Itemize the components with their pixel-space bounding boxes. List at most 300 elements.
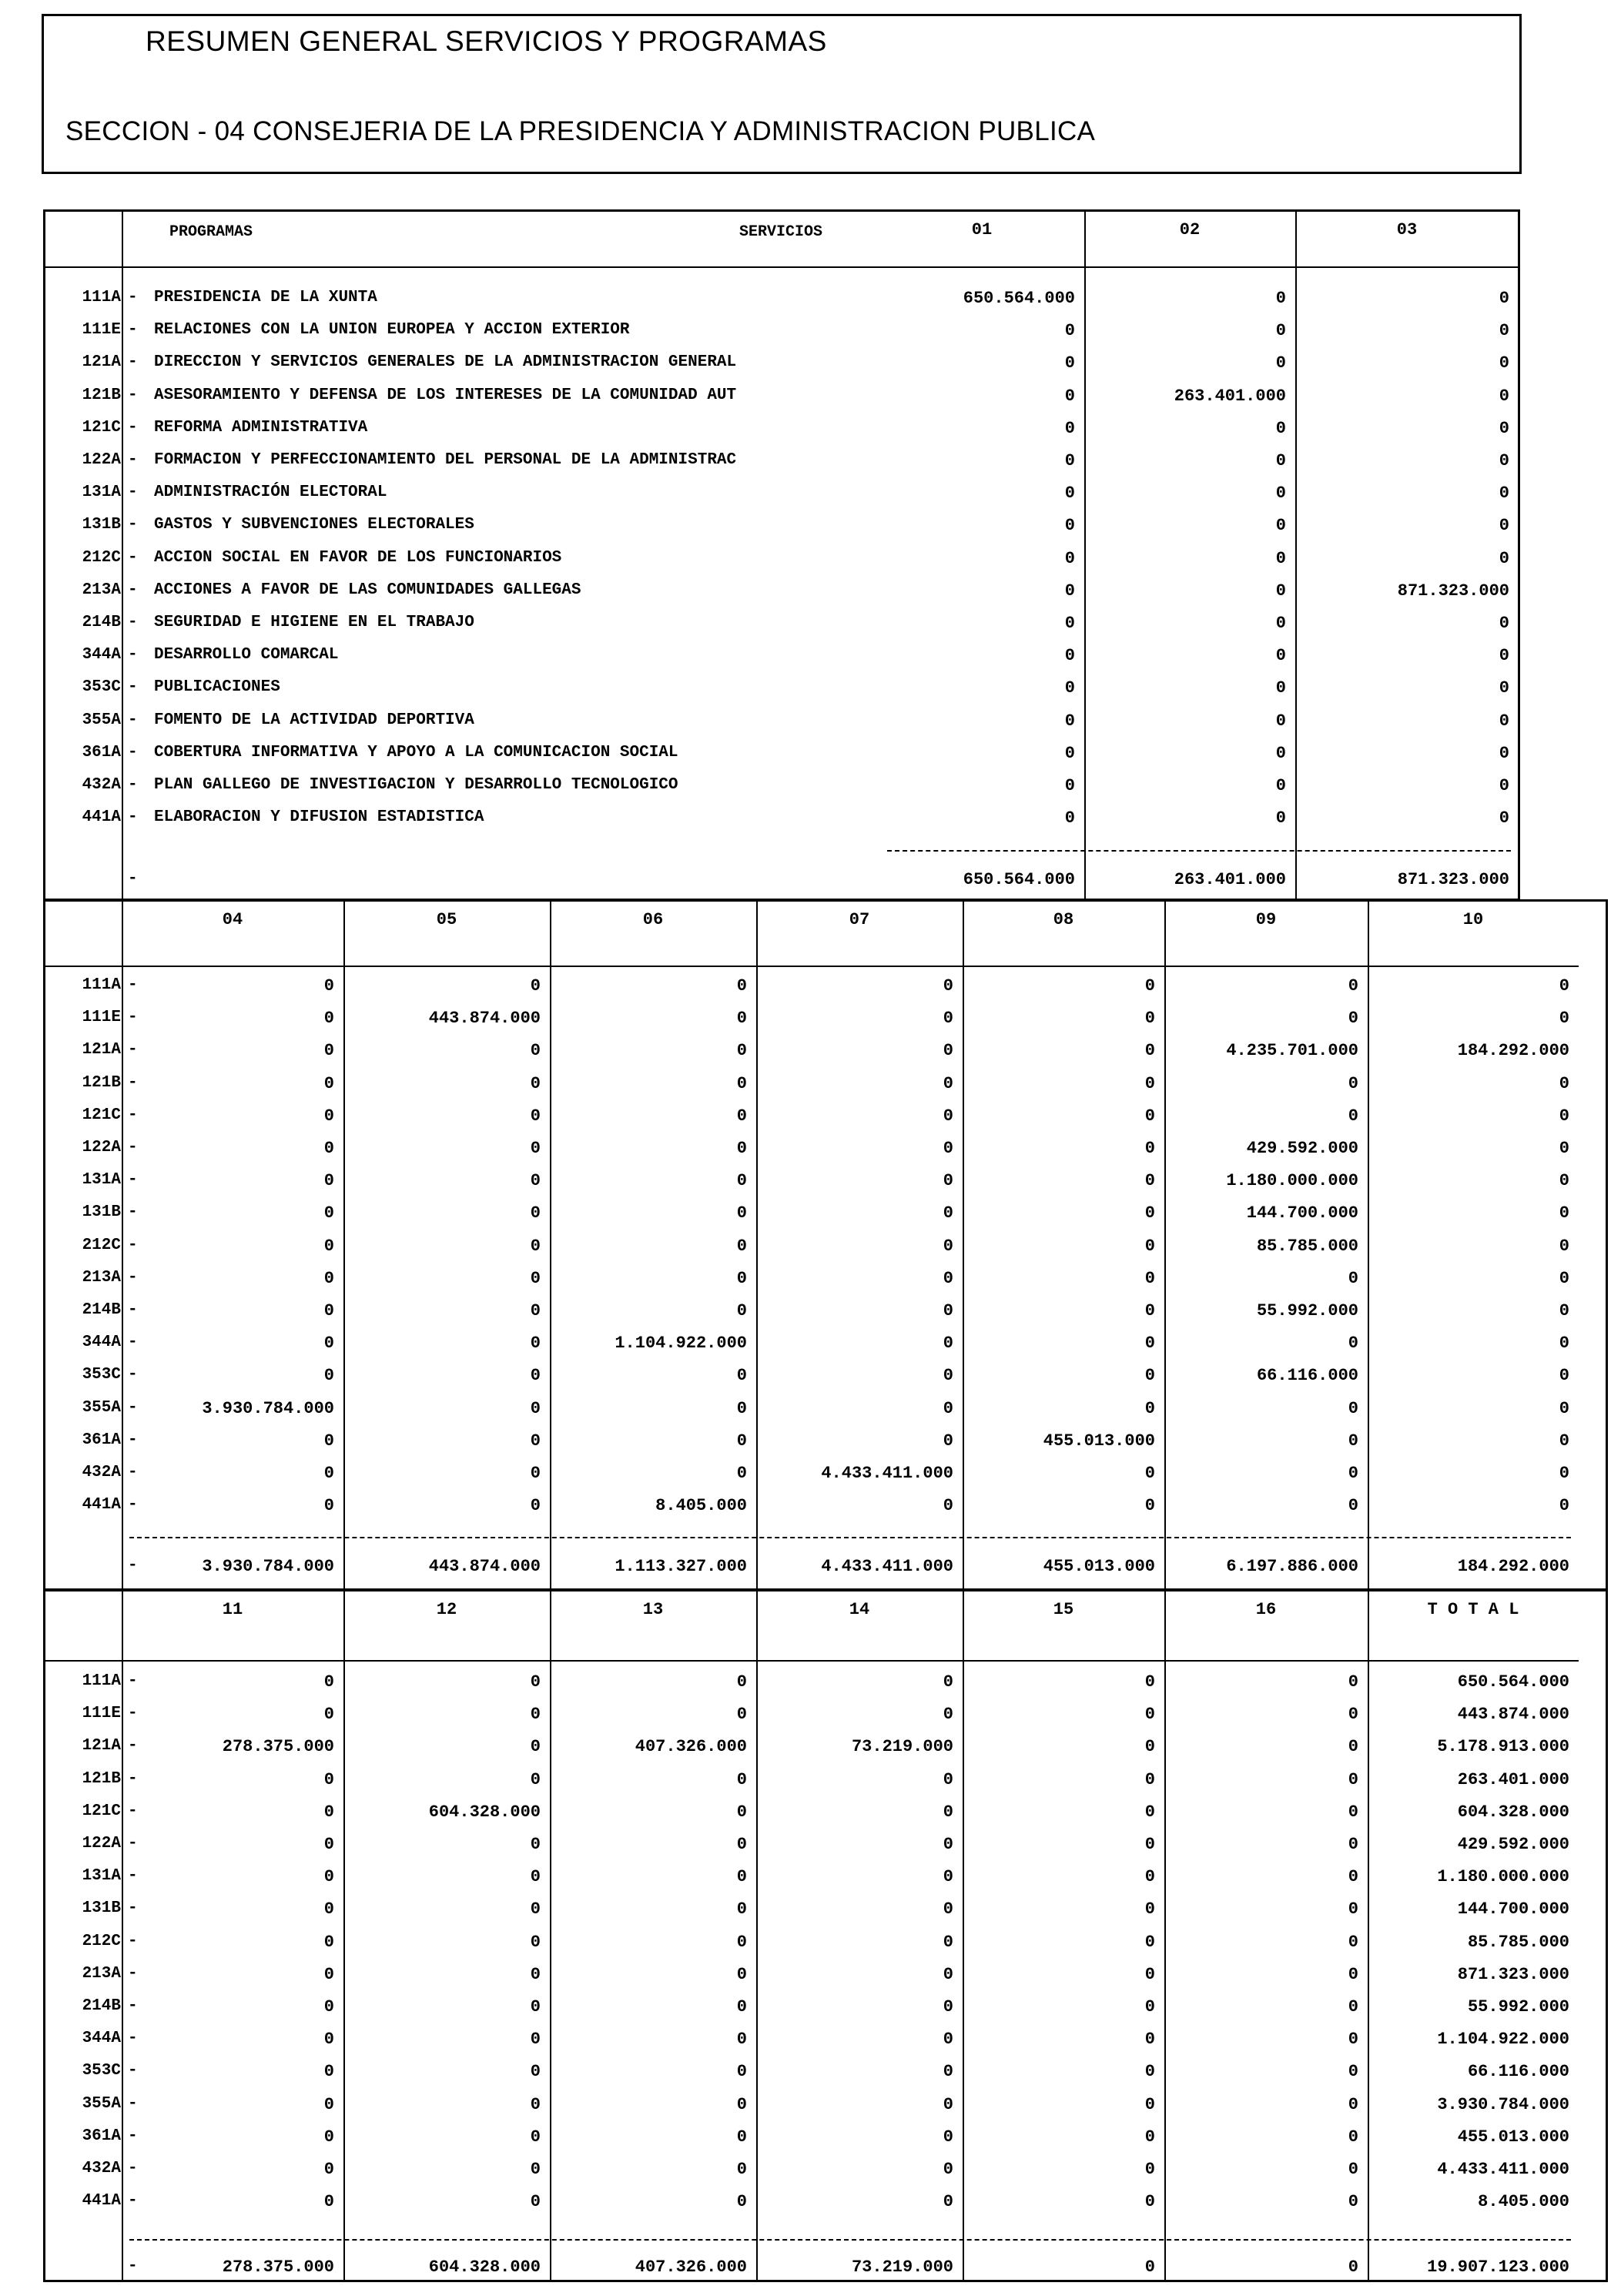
column-divider xyxy=(1084,209,1086,901)
cell-value: 0 xyxy=(1499,353,1509,373)
cell-value: 1.180.000.000 xyxy=(1437,1867,1569,1887)
cell-value: 0 xyxy=(323,1334,334,1354)
cell-value: 0 xyxy=(530,2094,541,2114)
row-dash: - xyxy=(128,321,138,340)
cell-value: 0 xyxy=(1499,386,1509,406)
seccion-title: SECCION - 04 CONSEJERIA DE LA PRESIDENCIA Y ADMINISTRACION PUBLICA xyxy=(65,116,1096,146)
cell-value: 0 xyxy=(736,976,747,996)
cell-value: 0 xyxy=(1064,614,1075,633)
column-total: 19.907.123.000 xyxy=(1427,2258,1569,2277)
cell-value: 0 xyxy=(530,1334,541,1354)
cell-value: 5.178.913.000 xyxy=(1437,1737,1569,1757)
cell-value: 0 xyxy=(736,1997,747,2017)
column-total: 650.564.000 xyxy=(963,870,1075,889)
cell-value: 0 xyxy=(530,2192,541,2212)
code-column-divider xyxy=(122,899,123,1591)
row-dash: - xyxy=(128,2192,138,2211)
cell-value: 0 xyxy=(1348,1106,1358,1126)
program-code: 121B xyxy=(82,1073,121,1092)
program-description: FORMACION Y PERFECCIONAMIENTO DEL PERSONAL DE LA ADMINISTRAC xyxy=(154,451,737,469)
row-dash: - xyxy=(128,581,138,599)
cell-value: 0 xyxy=(1348,2030,1358,2050)
cell-value: 0 xyxy=(323,1236,334,1256)
cell-value: 0 xyxy=(1275,776,1286,795)
column-header: 13 xyxy=(642,1600,664,1619)
cell-value: 0 xyxy=(1348,1334,1358,1354)
program-description: PUBLICACIONES xyxy=(154,678,280,697)
cell-value: 0 xyxy=(1348,1672,1358,1692)
column-total: 263.401.000 xyxy=(1174,870,1286,889)
program-description: SEGURIDAD E HIGIENE EN EL TRABAJO xyxy=(154,614,474,631)
column-divider xyxy=(963,899,964,1591)
cell-value: 0 xyxy=(943,2160,953,2179)
cell-value: 429.592.000 xyxy=(1246,1139,1358,1158)
code-column-divider xyxy=(122,1589,123,2282)
cell-value: 0 xyxy=(943,1899,953,1919)
cell-value: 0 xyxy=(1064,711,1075,731)
cell-value: 0 xyxy=(1499,614,1509,633)
cell-value: 0 xyxy=(1144,1203,1155,1223)
column-header: 15 xyxy=(1053,1600,1074,1619)
cell-value: 144.700.000 xyxy=(1246,1203,1358,1223)
row-dash: - xyxy=(128,1899,138,1918)
program-code: 212C xyxy=(82,548,121,567)
cell-value: 0 xyxy=(1064,743,1075,763)
cell-value: 0 xyxy=(323,1932,334,1952)
program-code: 131B xyxy=(82,516,121,534)
cell-value: 66.116.000 xyxy=(1256,1366,1358,1386)
program-code: 344A xyxy=(82,1334,121,1352)
cell-value: 85.785.000 xyxy=(1467,1932,1569,1952)
cell-value: 0 xyxy=(943,1496,953,1516)
cell-value: 871.323.000 xyxy=(1457,1964,1569,1984)
cell-value: 0 xyxy=(1144,1334,1155,1354)
document-header xyxy=(42,14,1522,174)
program-code: 213A xyxy=(82,1964,121,1983)
cell-value: 0 xyxy=(1064,776,1075,795)
cell-value: 0 xyxy=(1275,548,1286,568)
cell-value: 0 xyxy=(1144,2192,1155,2212)
program-code: 111A xyxy=(82,976,121,994)
cell-value: 0 xyxy=(1499,678,1509,698)
cell-value: 0 xyxy=(736,1899,747,1919)
column-divider xyxy=(963,1589,964,2282)
program-code: 111E xyxy=(82,321,121,340)
row-dash: - xyxy=(128,808,138,827)
row-dash: - xyxy=(128,451,138,469)
column-header: 01 xyxy=(971,220,993,239)
cell-value: 0 xyxy=(1144,1268,1155,1288)
cell-value: 0 xyxy=(1499,418,1509,438)
cell-value: 0 xyxy=(323,1997,334,2017)
cell-value: 0 xyxy=(1348,1268,1358,1288)
cell-value: 0 xyxy=(323,2160,334,2179)
program-code: 344A xyxy=(82,2030,121,2048)
row-dash: - xyxy=(128,1932,138,1950)
cell-value: 0 xyxy=(1499,743,1509,763)
cell-value: 0 xyxy=(736,1366,747,1386)
cell-value: 0 xyxy=(943,1705,953,1725)
program-code: 121B xyxy=(82,386,121,404)
cell-value: 0 xyxy=(1559,1366,1569,1386)
cell-value: 0 xyxy=(323,1171,334,1191)
cell-value: 0 xyxy=(530,1964,541,1984)
column-total: 443.874.000 xyxy=(428,1557,541,1576)
cell-value: 0 xyxy=(323,2127,334,2147)
cell-value: 0 xyxy=(736,2160,747,2179)
cell-value: 4.433.411.000 xyxy=(821,1464,953,1483)
cell-value: 0 xyxy=(1144,1366,1155,1386)
cell-value: 0 xyxy=(943,1802,953,1822)
cell-value: 650.564.000 xyxy=(1457,1672,1569,1692)
row-dash: - xyxy=(128,1964,138,1983)
row-dash: - xyxy=(128,1672,138,1690)
cell-value: 0 xyxy=(1144,1139,1155,1158)
cell-value: 0 xyxy=(1144,1301,1155,1320)
cell-value: 0 xyxy=(1064,808,1075,828)
row-dash: - xyxy=(128,614,138,631)
row-dash: - xyxy=(128,289,138,306)
cell-value: 0 xyxy=(1348,1496,1358,1516)
cell-value: 0 xyxy=(736,2062,747,2082)
program-code: 121C xyxy=(82,418,121,437)
cell-value: 0 xyxy=(1144,1171,1155,1191)
cell-value: 0 xyxy=(323,2192,334,2212)
cell-value: 0 xyxy=(530,1899,541,1919)
cell-value: 0 xyxy=(323,1203,334,1223)
cell-value: 0 xyxy=(530,1737,541,1757)
cell-value: 0 xyxy=(1275,451,1286,470)
column-divider xyxy=(1164,899,1166,1591)
column-divider xyxy=(343,1589,345,2282)
program-description: ADMINISTRACIÓN ELECTORAL xyxy=(154,484,387,502)
row-dash: - xyxy=(128,484,138,502)
cell-value: 0 xyxy=(323,1431,334,1451)
row-dash: - xyxy=(128,418,138,437)
cell-value: 0 xyxy=(1275,646,1286,666)
cell-value: 0 xyxy=(1348,1867,1358,1887)
cell-value: 0 xyxy=(943,2127,953,2147)
cell-value: 0 xyxy=(323,1106,334,1126)
program-code: 122A xyxy=(82,451,121,469)
cell-value: 0 xyxy=(323,1073,334,1093)
cell-value: 0 xyxy=(1348,2160,1358,2179)
cell-value: 0 xyxy=(736,1835,747,1854)
cell-value: 0 xyxy=(1275,614,1286,633)
row-dash: - xyxy=(128,1496,138,1514)
cell-value: 0 xyxy=(943,2192,953,2212)
cell-value: 0 xyxy=(1348,1464,1358,1483)
program-description: PLAN GALLEGO DE INVESTIGACION Y DESARROLLO TECNOLOGICO xyxy=(154,776,678,794)
cell-value: 0 xyxy=(323,2094,334,2114)
cell-value: 0 xyxy=(943,1835,953,1854)
cell-value: 0 xyxy=(1064,353,1075,373)
cell-value: 871.323.000 xyxy=(1397,581,1509,601)
cell-value: 0 xyxy=(323,1899,334,1919)
program-code: 355A xyxy=(82,1398,121,1417)
cell-value: 0 xyxy=(736,1041,747,1061)
column-total: 278.375.000 xyxy=(222,2258,334,2277)
cell-value: 0 xyxy=(1559,1398,1569,1418)
column-divider xyxy=(1368,899,1369,1591)
program-code: 213A xyxy=(82,1268,121,1287)
program-code: 131A xyxy=(82,1171,121,1190)
program-description: RELACIONES CON LA UNION EUROPEA Y ACCION EXTERIOR xyxy=(154,321,630,340)
cell-value: 455.013.000 xyxy=(1457,2127,1569,2147)
cell-value: 0 xyxy=(1144,1769,1155,1789)
cell-value: 0 xyxy=(1559,1009,1569,1029)
cell-value: 0 xyxy=(530,1268,541,1288)
cell-value: 0 xyxy=(1348,2127,1358,2147)
cell-value: 0 xyxy=(1144,1964,1155,1984)
cell-value: 0 xyxy=(1275,418,1286,438)
program-description: COBERTURA INFORMATIVA Y APOYO A LA COMUNICACION SOCIAL xyxy=(154,743,678,761)
program-code: 432A xyxy=(82,1464,121,1481)
cell-value: 0 xyxy=(1275,711,1286,731)
services-table-block-2 xyxy=(43,899,1608,1591)
cell-value: 0 xyxy=(943,1997,953,2017)
cell-value: 0 xyxy=(943,2094,953,2114)
program-code: 121C xyxy=(82,1106,121,1124)
row-dash: - xyxy=(128,1705,138,1723)
program-code: 353C xyxy=(82,2062,121,2080)
cell-value: 0 xyxy=(530,1171,541,1191)
cell-value: 0 xyxy=(323,1041,334,1061)
program-code: 361A xyxy=(82,1431,121,1449)
column-total: 871.323.000 xyxy=(1397,870,1509,889)
cell-value: 0 xyxy=(736,1268,747,1288)
cell-value: 0 xyxy=(736,1705,747,1725)
cell-value: 0 xyxy=(1348,1009,1358,1029)
cell-value: 604.328.000 xyxy=(1457,1802,1569,1822)
cell-value: 407.326.000 xyxy=(635,1737,747,1757)
cell-value: 0 xyxy=(530,1366,541,1386)
cell-value: 0 xyxy=(1144,1899,1155,1919)
cell-value: 0 xyxy=(1348,1431,1358,1451)
cell-value: 0 xyxy=(1144,1867,1155,1887)
cell-value: 0 xyxy=(530,1203,541,1223)
program-code: 361A xyxy=(82,2127,121,2145)
cell-value: 0 xyxy=(736,1431,747,1451)
cell-value: 0 xyxy=(736,1009,747,1029)
cell-value: 0 xyxy=(736,1398,747,1418)
cell-value: 0 xyxy=(323,2030,334,2050)
cell-value: 0 xyxy=(323,1496,334,1516)
cell-value: 0 xyxy=(530,1106,541,1126)
column-total: 407.326.000 xyxy=(635,2258,747,2277)
cell-value: 0 xyxy=(1275,321,1286,341)
row-dash: - xyxy=(128,776,138,794)
row-dash: - xyxy=(128,2160,138,2177)
cell-value: 0 xyxy=(943,1672,953,1692)
cell-value: 0 xyxy=(943,1769,953,1789)
cell-value: 0 xyxy=(1348,1932,1358,1952)
column-header: 05 xyxy=(436,910,457,929)
cell-value: 0 xyxy=(530,2030,541,2050)
column-header: 09 xyxy=(1255,910,1277,929)
program-description: GASTOS Y SUBVENCIONES ELECTORALES xyxy=(154,516,474,534)
row-dash: - xyxy=(128,353,138,372)
cell-value: 0 xyxy=(323,1366,334,1386)
cell-value: 443.874.000 xyxy=(1457,1705,1569,1725)
cell-value: 0 xyxy=(1348,2192,1358,2212)
cell-value: 0 xyxy=(736,2094,747,2114)
cell-value: 0 xyxy=(1499,289,1509,308)
cell-value: 0 xyxy=(323,1964,334,1984)
row-dash: - xyxy=(128,516,138,534)
column-divider xyxy=(550,1589,551,2282)
cell-value: 0 xyxy=(1064,548,1075,568)
cell-value: 0 xyxy=(1144,1672,1155,1692)
column-total: 0 xyxy=(1144,2258,1155,2277)
program-code: 131A xyxy=(82,484,121,502)
cell-value: 0 xyxy=(1064,484,1075,504)
cell-value: 0 xyxy=(530,1301,541,1320)
cell-value: 0 xyxy=(323,1139,334,1158)
header-divider xyxy=(45,1660,1579,1662)
cell-value: 0 xyxy=(1144,1073,1155,1093)
total-row-dash: - xyxy=(128,1557,138,1575)
code-column-divider xyxy=(122,209,123,901)
program-description: PRESIDENCIA DE LA XUNTA xyxy=(154,289,377,306)
cell-value: 0 xyxy=(943,1964,953,1984)
cell-value: 455.013.000 xyxy=(1043,1431,1155,1451)
cell-value: 0 xyxy=(1144,2127,1155,2147)
cell-value: 0 xyxy=(1275,678,1286,698)
row-dash: - xyxy=(128,386,138,404)
cell-value: 0 xyxy=(1348,1073,1358,1093)
cell-value: 0 xyxy=(1144,1009,1155,1029)
cell-value: 0 xyxy=(1064,678,1075,698)
cell-value: 0 xyxy=(1064,451,1075,470)
program-code: 212C xyxy=(82,1932,121,1950)
program-code: 131B xyxy=(82,1203,121,1222)
column-total: 184.292.000 xyxy=(1457,1557,1569,1576)
cell-value: 429.592.000 xyxy=(1457,1835,1569,1854)
cell-value: 0 xyxy=(1144,1705,1155,1725)
cell-value: 443.874.000 xyxy=(428,1009,541,1029)
cell-value: 0 xyxy=(943,1236,953,1256)
column-total: 604.328.000 xyxy=(428,2258,541,2277)
row-dash: - xyxy=(128,1139,138,1156)
cell-value: 0 xyxy=(943,1268,953,1288)
row-dash: - xyxy=(128,678,138,697)
cell-value: 0 xyxy=(1559,976,1569,996)
cell-value: 66.116.000 xyxy=(1467,2062,1569,2082)
cell-value: 0 xyxy=(1559,1073,1569,1093)
cell-value: 0 xyxy=(736,2030,747,2050)
row-dash: - xyxy=(128,1009,138,1027)
row-dash: - xyxy=(128,1366,138,1384)
cell-value: 0 xyxy=(943,1203,953,1223)
services-table-block-3 xyxy=(43,1589,1608,2282)
cell-value: 0 xyxy=(736,2127,747,2147)
column-total: 455.013.000 xyxy=(1043,1557,1155,1576)
cell-value: 8.405.000 xyxy=(1478,2192,1569,2212)
cell-value: 0 xyxy=(943,1041,953,1061)
row-dash: - xyxy=(128,1334,138,1352)
program-code: 121C xyxy=(82,1802,121,1820)
cell-value: 0 xyxy=(323,2062,334,2082)
row-dash: - xyxy=(128,976,138,994)
program-description: FOMENTO DE LA ACTIVIDAD DEPORTIVA xyxy=(154,711,474,729)
total-row-dash: - xyxy=(128,870,138,888)
cell-value: 0 xyxy=(530,1932,541,1952)
cell-value: 0 xyxy=(1064,646,1075,666)
program-code: 111E xyxy=(82,1705,121,1723)
cell-value: 1.104.922.000 xyxy=(615,1334,747,1354)
cell-value: 3.930.784.000 xyxy=(202,1398,334,1418)
column-header: 16 xyxy=(1255,1600,1277,1619)
row-dash: - xyxy=(128,646,138,664)
cell-value: 0 xyxy=(323,976,334,996)
program-description: REFORMA ADMINISTRATIVA xyxy=(154,418,368,437)
column-header: 04 xyxy=(222,910,243,929)
program-code: 441A xyxy=(82,808,121,827)
column-divider xyxy=(756,1589,758,2282)
cell-value: 0 xyxy=(943,1431,953,1451)
cell-value: 0 xyxy=(1144,1106,1155,1126)
cell-value: 55.992.000 xyxy=(1256,1301,1358,1320)
program-code: 131B xyxy=(82,1899,121,1918)
program-code: 121A xyxy=(82,1041,121,1059)
program-code: 353C xyxy=(82,1366,121,1384)
cell-value: 0 xyxy=(1559,1171,1569,1191)
cell-value: 0 xyxy=(530,1139,541,1158)
row-dash: - xyxy=(128,2127,138,2145)
program-code: 111A xyxy=(82,289,121,306)
cell-value: 0 xyxy=(530,2127,541,2147)
cell-value: 0 xyxy=(323,1802,334,1822)
cell-value: 0 xyxy=(323,1301,334,1320)
program-description: ACCION SOCIAL EN FAVOR DE LOS FUNCIONARIOS xyxy=(154,548,562,567)
cell-value: 0 xyxy=(530,1867,541,1887)
cell-value: 0 xyxy=(943,1334,953,1354)
cell-value: 0 xyxy=(1064,581,1075,601)
cell-value: 0 xyxy=(1559,1139,1569,1158)
cell-value: 0 xyxy=(1348,1737,1358,1757)
row-dash: - xyxy=(128,1737,138,1755)
row-dash: - xyxy=(128,1867,138,1886)
program-code: 355A xyxy=(82,711,121,729)
cell-value: 0 xyxy=(530,1835,541,1854)
column-total: 1.113.327.000 xyxy=(615,1557,747,1576)
cell-value: 0 xyxy=(1348,1964,1358,1984)
program-code: 214B xyxy=(82,1997,121,2015)
cell-value: 0 xyxy=(943,1073,953,1093)
cell-value: 184.292.000 xyxy=(1457,1041,1569,1061)
cell-value: 0 xyxy=(736,1867,747,1887)
cell-value: 0 xyxy=(1275,743,1286,763)
row-dash: - xyxy=(128,1041,138,1059)
cell-value: 0 xyxy=(943,1171,953,1191)
cell-value: 0 xyxy=(943,1139,953,1158)
cell-value: 144.700.000 xyxy=(1457,1899,1569,1919)
cell-value: 0 xyxy=(943,1366,953,1386)
cell-value: 650.564.000 xyxy=(963,289,1075,308)
cell-value: 0 xyxy=(530,2160,541,2179)
row-dash: - xyxy=(128,1398,138,1417)
cell-value: 0 xyxy=(530,1236,541,1256)
program-code: 122A xyxy=(82,1835,121,1853)
cell-value: 0 xyxy=(530,1496,541,1516)
cell-value: 0 xyxy=(1064,418,1075,438)
cell-value: 0 xyxy=(1144,2160,1155,2179)
cell-value: 0 xyxy=(1348,1899,1358,1919)
cell-value: 8.405.000 xyxy=(655,1496,747,1516)
cell-value: 0 xyxy=(736,1203,747,1223)
cell-value: 0 xyxy=(1348,1802,1358,1822)
